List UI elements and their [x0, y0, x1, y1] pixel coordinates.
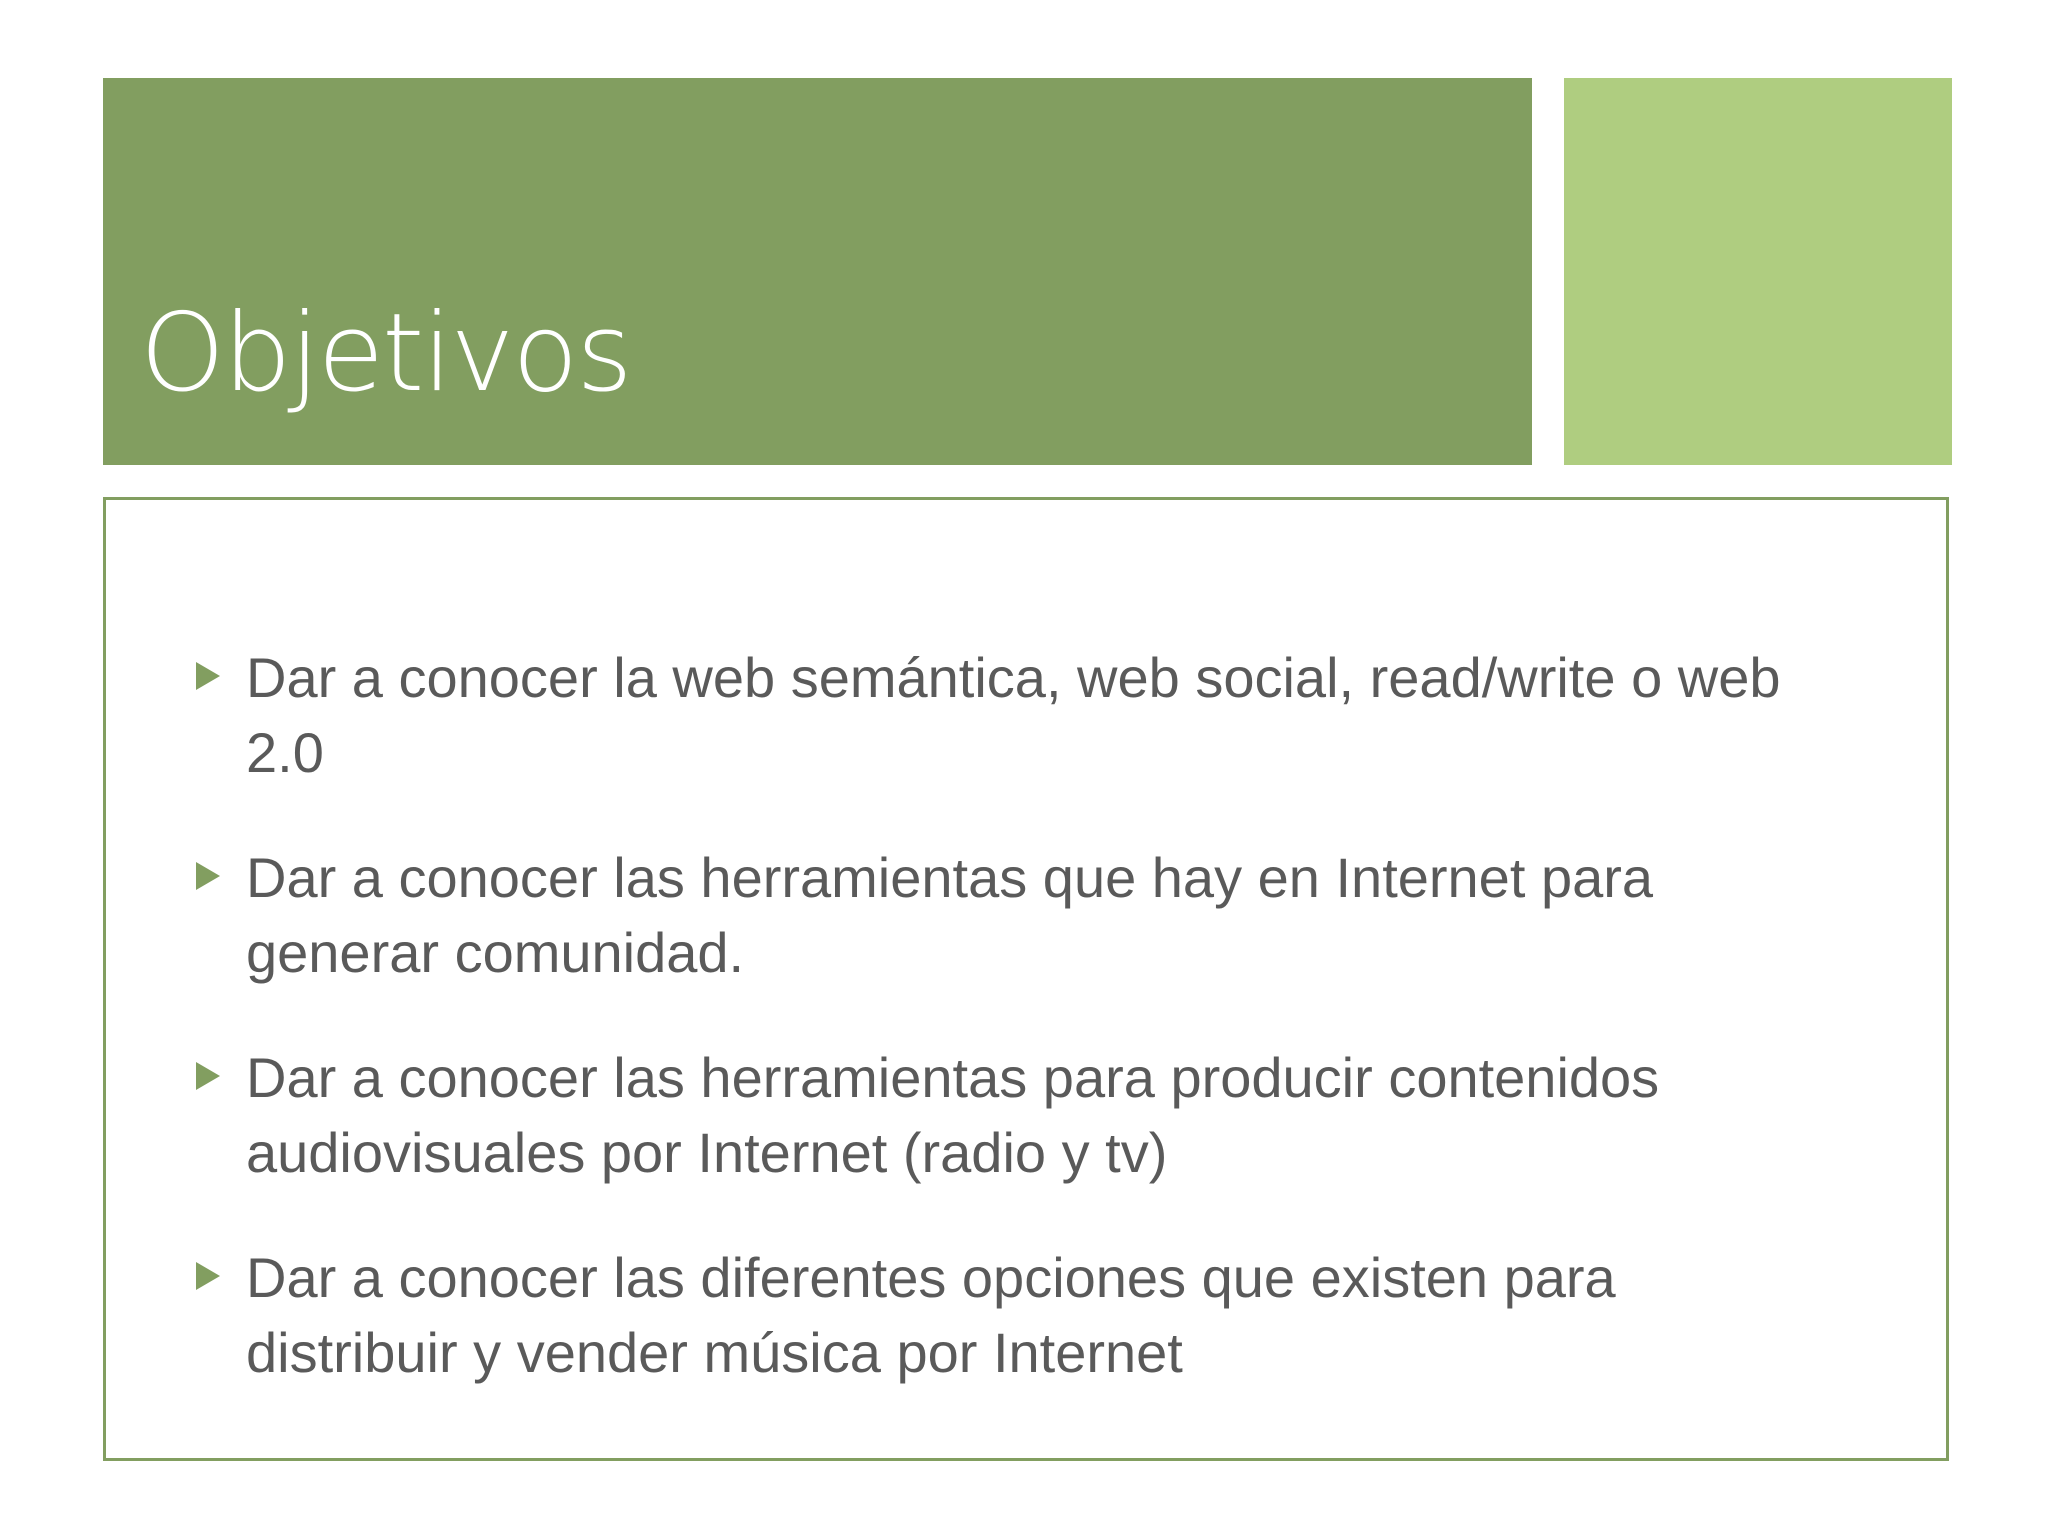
bullet-text: Dar a conocer la web semántica, web social, read/write o web 2.0	[246, 646, 1781, 784]
bullet-item	[246, 840, 1826, 990]
bullet-item	[246, 1040, 1826, 1190]
triangle-right-icon	[196, 662, 220, 690]
bullet-text: Dar a conocer las diferentes opciones que existen para distribuir y vender música por Internet	[246, 1246, 1616, 1384]
bullet-text: Dar a conocer las herramientas para producir contenidos audiovisuales por Internet (radio y tv)	[246, 1046, 1660, 1184]
triangle-right-icon	[196, 862, 220, 890]
bullet-item	[246, 640, 1826, 790]
triangle-right-icon	[196, 1062, 220, 1090]
slide-title: Objetivos	[140, 291, 631, 416]
triangle-right-icon	[196, 1262, 220, 1290]
bullet-item	[246, 1240, 1826, 1390]
accent-block	[1564, 78, 1952, 465]
bullet-text: Dar a conocer las herramientas que hay en Internet para generar comunidad.	[246, 846, 1654, 984]
content-box	[103, 497, 1949, 1461]
